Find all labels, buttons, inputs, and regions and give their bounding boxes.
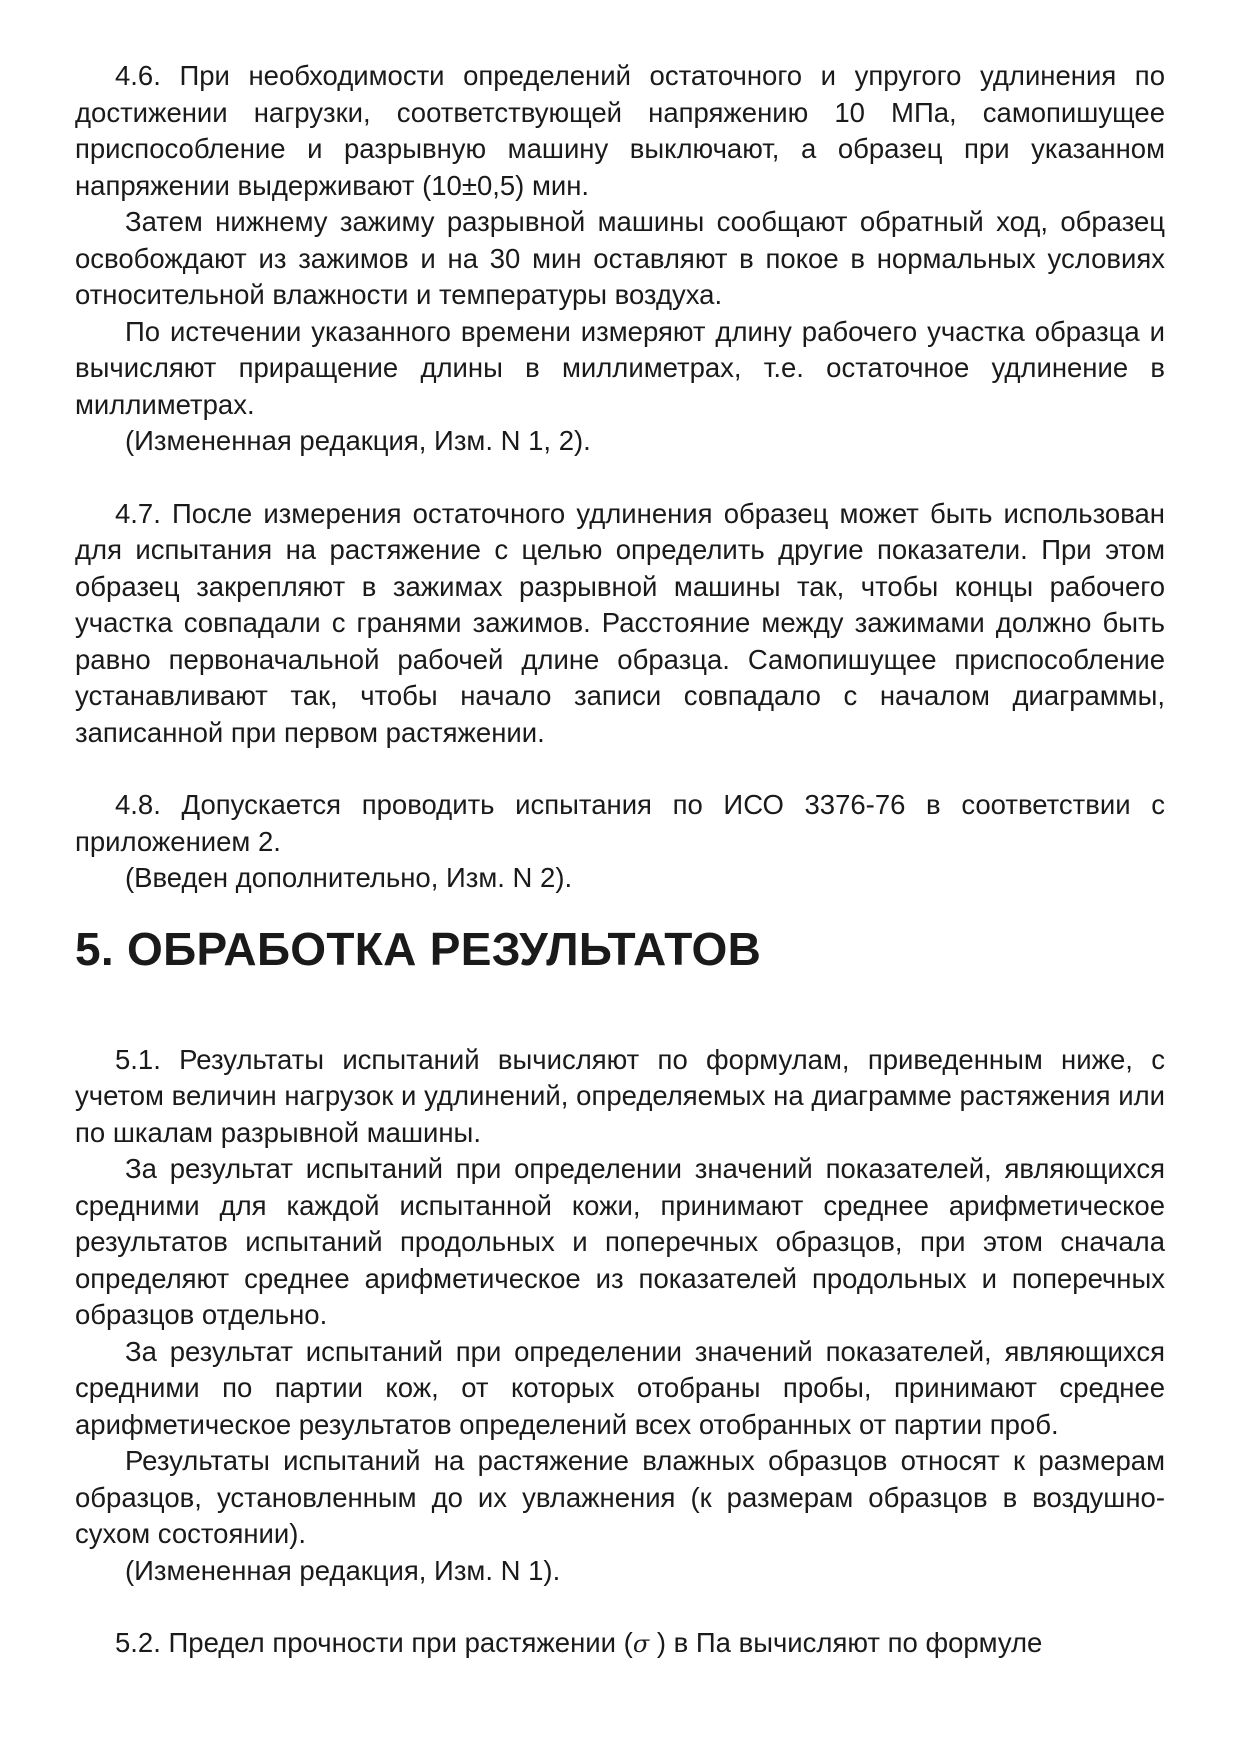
paragraph-5-1: 5.1. Результаты испытаний вычисляют по формулам, приведенным ниже, с учетом величин нагрузок и удлинений, определяемых на диаграмме растяжения или по шкалам разрывной машины. [75, 1043, 1165, 1148]
amendment-note: (Измененная редакция, Изм. N 1, 2). [125, 425, 591, 456]
paragraph-5-2-text-end: ) в Па вычисляют по формуле [649, 1627, 1043, 1658]
heading-gap [75, 977, 1165, 1042]
amendment-note: (Введен дополнительно, Изм. N 2). [125, 862, 573, 893]
paragraph-5-2-text-start: 5.2. Предел прочности при растяжении ( [115, 1627, 633, 1658]
paragraph-5-1-wet-samples: Результаты испытаний на растяжение влажных образцов относят к размерам образцов, установленным до их увлажнения (к размерам образцов в воздушно-сухом состоянии). [75, 1445, 1165, 1549]
paragraph-gap [75, 1589, 1165, 1625]
section-heading: 5. ОБРАБОТКА РЕЗУЛЬТАТОВ [75, 922, 762, 975]
paragraph-5-1-average-per-leather: За результат испытаний при определении значений показателей, являющихся средними для каждой испытанной кожи, принимают среднее арифметическое результатов испытаний продольных и поперечных образцов, при этом сначала определяют среднее арифметическое из показателей продольных и поперечных образцов отдельно. [75, 1153, 1165, 1330]
amendment-note: (Измененная редакция, Изм. N 1). [125, 1554, 561, 1586]
sigma-symbol: σ [632, 1630, 650, 1658]
paragraph-5-1-average-per-batch: За результат испытаний при определении значений показателей, являющихся средними по партии кож, от которых отобраны пробы, принимают среднее арифметическое результатов определений всех отобранных от партии проб. [75, 1335, 1165, 1440]
paragraph-5-2 [75, 1625, 1165, 1663]
paragraph-4-6-return-stroke: Затем нижнему зажиму разрывной машины сообщают обратный ход, образец освобождают из зажимов и на 30 мин оставляют в покое в нормальных условиях относительной влажности и температуры воздуха. [75, 206, 1165, 310]
document-page [75, 58, 1165, 1663]
paragraph-4-8: 4.8. Допускается проводить испытания по ИСО 3376-76 в соответствии с приложением 2. [75, 789, 1165, 857]
paragraph-gap [75, 751, 1165, 787]
paragraph-4-6-measurement: По истечении указанного времени измеряют длину рабочего участка образца и вычисляют приращение длины в миллиметрах, т.е. остаточное удлинение в миллиметрах. [75, 315, 1165, 420]
paragraph-gap [75, 460, 1165, 496]
paragraph-4-7: 4.7. После измерения остаточного удлинения образец может быть использован для испытания на растяжение с целью определить другие показатели. При этом образец закрепляют в зажимах разрывной машины так, чтобы концы рабочего участка совпадали с гранями зажимов. Расстояние между зажимами должно быть равно первоначальной рабочей длине образца. Самопишущее приспособление устанавливают так, чтобы начало записи совпадало с началом диаграммы, записанной при первом растяжении. [75, 497, 1165, 748]
paragraph-4-6: 4.6. При необходимости определений остаточного и упругого удлинения по достижении нагрузки, соответствующей напряжению 10 МПа, самопишущее приспособление и разрывную машину выключают, а образец при указанном напряжении выдерживают (10±0,5) мин. [75, 60, 1165, 201]
